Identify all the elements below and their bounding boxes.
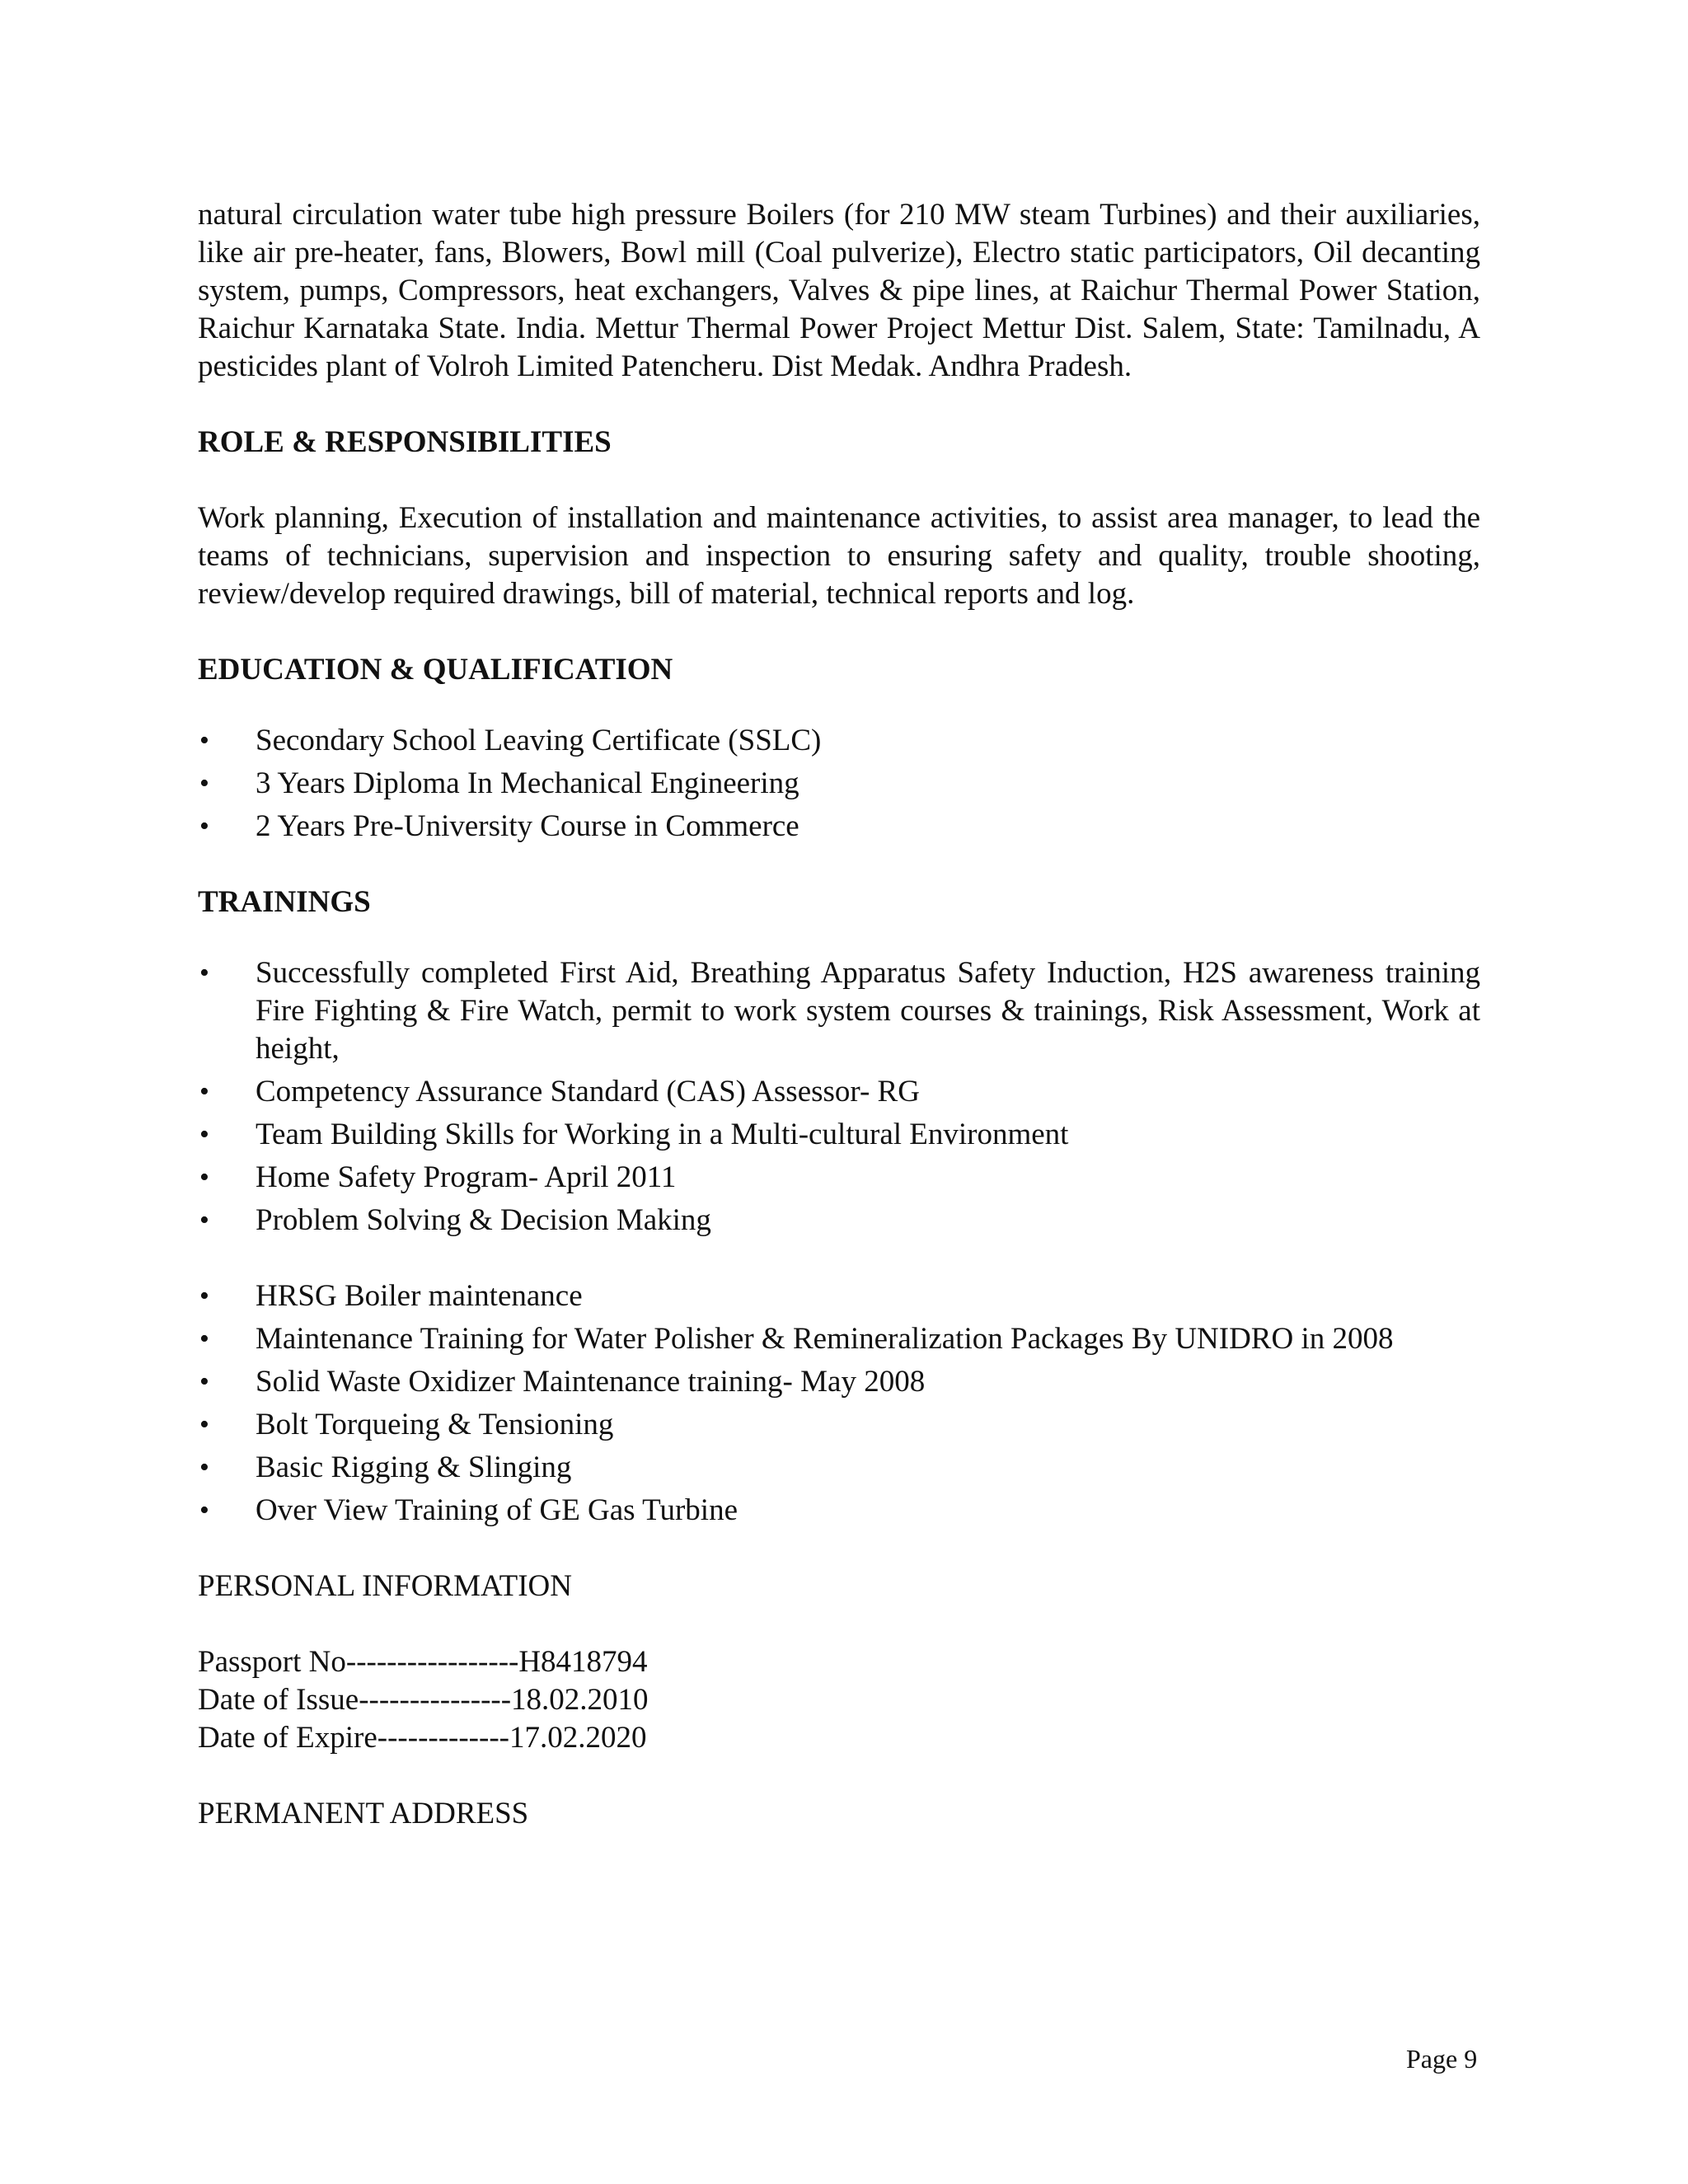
list-item: • Team Building Skills for Working in a Multi-cultural Environment <box>198 1116 1480 1154</box>
trainings-list-1 <box>198 954 1480 1240</box>
list-item: • Competency Assurance Standard (CAS) Assessor- RG <box>198 1073 1480 1111</box>
list-item: • Home Safety Program- April 2011 <box>198 1159 1480 1197</box>
education-list <box>198 722 1480 846</box>
list-item: • Maintenance Training for Water Polisher & Remineralization Packages By UNIDRO in 2008 <box>198 1320 1480 1358</box>
bullet-icon: • <box>199 725 209 756</box>
bullet-icon: • <box>199 1076 209 1107</box>
bullet-icon: • <box>199 1205 209 1235</box>
document-page <box>198 196 1480 1833</box>
personal-info-heading: PERSONAL INFORMATION <box>198 1569 572 1603</box>
education-heading: EDUCATION & QUALIFICATION <box>198 653 673 687</box>
bullet-icon: • <box>199 1495 209 1526</box>
list-item: • HRSG Boiler maintenance <box>198 1277 1480 1315</box>
bullet-icon: • <box>199 1452 209 1483</box>
role-heading: ROLE & RESPONSIBILITIES <box>198 425 612 459</box>
list-item: • Solid Waste Oxidizer Maintenance training- May 2008 <box>198 1363 1480 1401</box>
list-item: • Problem Solving & Decision Making <box>198 1202 1480 1240</box>
bullet-icon: • <box>199 1324 209 1354</box>
permanent-address-heading: PERMANENT ADDRESS <box>198 1797 529 1830</box>
list-item: • Over View Training of GE Gas Turbine <box>198 1492 1480 1530</box>
intro-paragraph: natural circulation water tube high pressure Boilers (for 210 MW steam Turbines) and their auxiliaries, like air pre-heater, fans, Blowers, Bowl mill (Coal pulverize), Electro static participators, Oil decanting system, pumps, Compressors, heat exchangers, Valves & pipe lines, at Raichur Thermal Power Station, Raichur Karnataka State. India. Mettur Thermal Power Project Mettur Dist. Salem, State: Tamilnadu, A pesticides plant of Volroh Limited Patencheru. Dist Medak. Andhra Pradesh. <box>198 198 1480 383</box>
bullet-icon: • <box>199 1409 209 1440</box>
bullet-icon: • <box>199 768 209 799</box>
date-of-expire-line: Date of Expire-------------17.02.2020 <box>198 1721 647 1755</box>
list-item: • Basic Rigging & Slinging <box>198 1449 1480 1487</box>
bullet-icon: • <box>199 1162 209 1193</box>
list-item: • Successfully completed First Aid, Breathing Apparatus Safety Induction, H2S awareness training Fire Fighting & Fire Watch, permit to work system courses & trainings, Risk Assessment, Work at height, <box>199 956 1480 1066</box>
passport-number-line: Passport No-----------------H8418794 <box>198 1645 648 1679</box>
list-item: • 3 Years Diploma In Mechanical Engineering <box>198 765 1480 803</box>
date-of-issue-line: Date of Issue---------------18.02.2010 <box>198 1683 649 1717</box>
bullet-icon: • <box>199 1119 209 1150</box>
bullet-icon: • <box>199 1281 209 1311</box>
page-number: Page 9 <box>1406 2044 1478 2074</box>
list-item: • Secondary School Leaving Certificate (SSLC) <box>198 722 1480 760</box>
role-paragraph: Work planning, Execution of installation and maintenance activities, to assist area manager, to lead the teams of technicians, supervision and inspection to ensuring safety and quality, trouble shooting, review/develop required drawings, bill of material, technical reports and log. <box>198 501 1480 611</box>
list-item: • 2 Years Pre-University Course in Commerce <box>198 808 1480 846</box>
list-item: • Bolt Torqueing & Tensioning <box>198 1406 1480 1444</box>
trainings-list-2 <box>198 1277 1480 1530</box>
bullet-icon: • <box>199 811 209 841</box>
trainings-heading: TRAININGS <box>198 885 371 919</box>
bullet-icon: • <box>199 958 209 988</box>
bullet-icon: • <box>199 1366 209 1397</box>
